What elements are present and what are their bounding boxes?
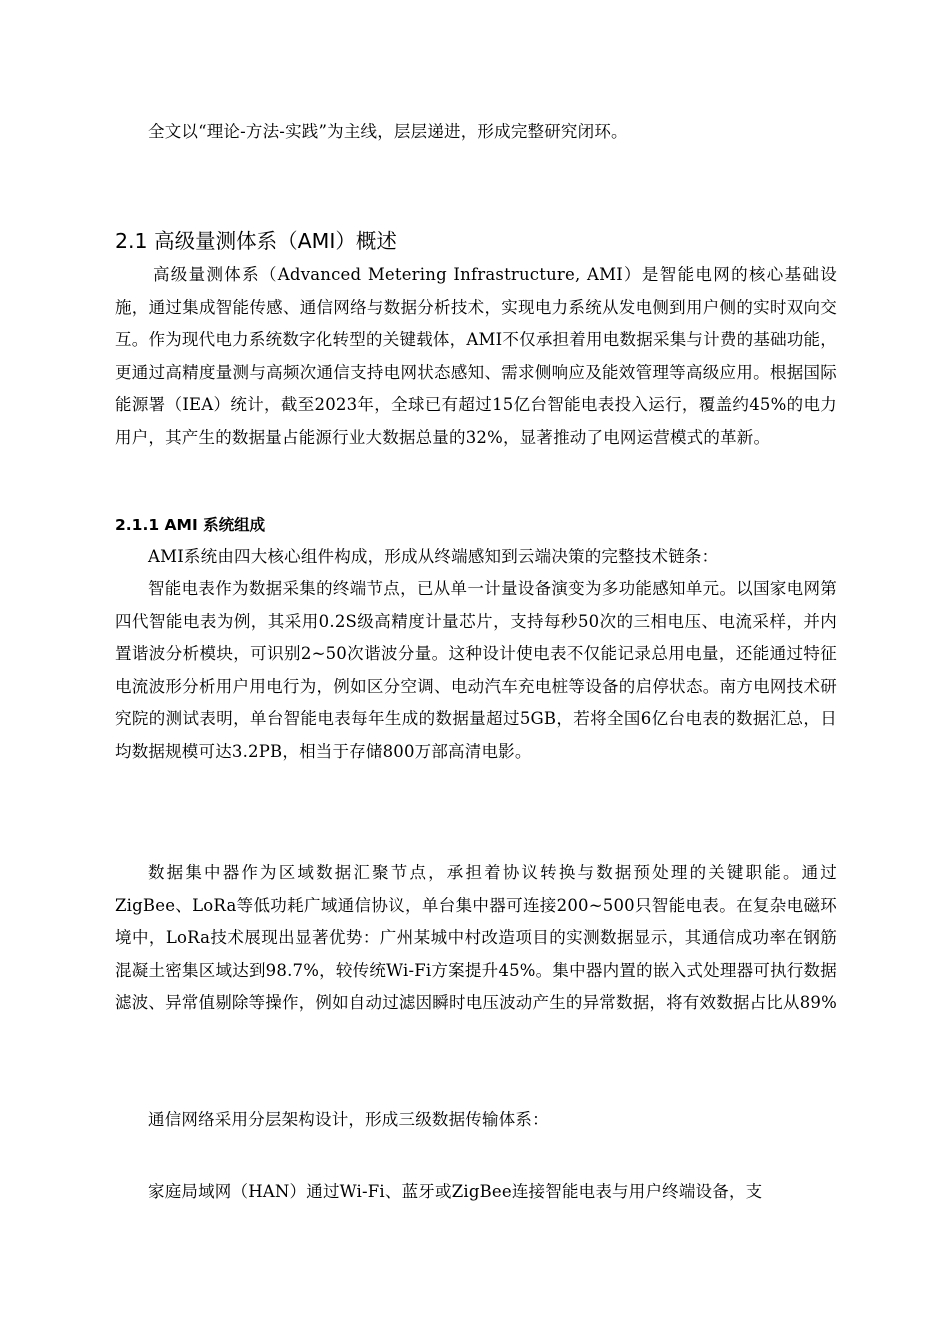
concentrator-paragraph: 数据集中器作为区域数据汇聚节点，承担着协议转换与数据预处理的关键职能。通过ZigBee、LoRa等低功耗广域通信协议，单台集中器可连接200~500只智能电表。在复杂电磁环境中，LoRa技术展现出显著优势：广州某城中村改造项目的实测数据显示，其通信成功率在钢筋混凝土密集区域达到98.7%，较传统Wi-Fi方案提升45%。集中器内置的嵌入式处理器可执行数据滤波、异常值剔除等操作，例如自动过滤因瞬时电压波动产生的异常数据，将有效数据占比从89%: [115, 863, 837, 1012]
subsection-heading: 2.1.1 AMI 系统组成: [115, 516, 266, 534]
subsection-lead-paragraph: AMI系统由四大核心组件构成，形成从终端感知到云端决策的完整技术链条：: [148, 547, 719, 566]
closing-line-paragraph: 全文以“理论-方法-实践”为主线，层层递进，形成完整研究闭环。: [148, 122, 628, 141]
han-paragraph: 家庭局域网（HAN）通过Wi-Fi、蓝牙或ZigBee连接智能电表与用户终端设备，支: [148, 1182, 763, 1201]
network-paragraph: 通信网络采用分层架构设计，形成三级数据传输体系：: [148, 1110, 549, 1129]
smart-meter-paragraph: 智能电表作为数据采集的终端节点，已从单一计量设备演变为多功能感知单元。以国家电网第四代智能电表为例，其采用0.2S级高精度计量芯片，支持每秒50次的三相电压、电流采样，并内置谐波分析模块，可识别2~50次谐波分量。这种设计使电表不仅能记录总用电量，还能通过特征电流波形分析用户用电行为，例如区分空调、电动汽车充电桩等设备的启停状态。南方电网技术研究院的测试表明，单台智能电表每年生成的数据量超过5GB，若将全国6亿台电表的数据汇总，日均数据规模可达3.2PB，相当于存储800万部高清电影。: [115, 579, 837, 761]
section-intro-paragraph: 高级量测体系（Advanced Metering Infrastructure, AMI）是智能电网的核心基础设施，通过集成智能传感、通信网络与数据分析技术，实现电力系统从发电侧到用户侧的实时双向交互。作为现代电力系统数字化转型的关键载体，AMI不仅承担着用电数据采集与计费的基础功能，更通过高精度量测与高频次通信支持电网状态感知、需求侧响应及能效管理等高级应用。根据国际能源署（IEA）统计，截至2023年，全球已有超过15亿台智能电表投入运行，覆盖约45%的电力用户，其产生的数据量占能源行业大数据总量的32%，显著推动了电网运营模式的革新。: [115, 265, 837, 447]
section-heading: 2.1 高级量测体系（AMI）概述: [115, 229, 397, 253]
